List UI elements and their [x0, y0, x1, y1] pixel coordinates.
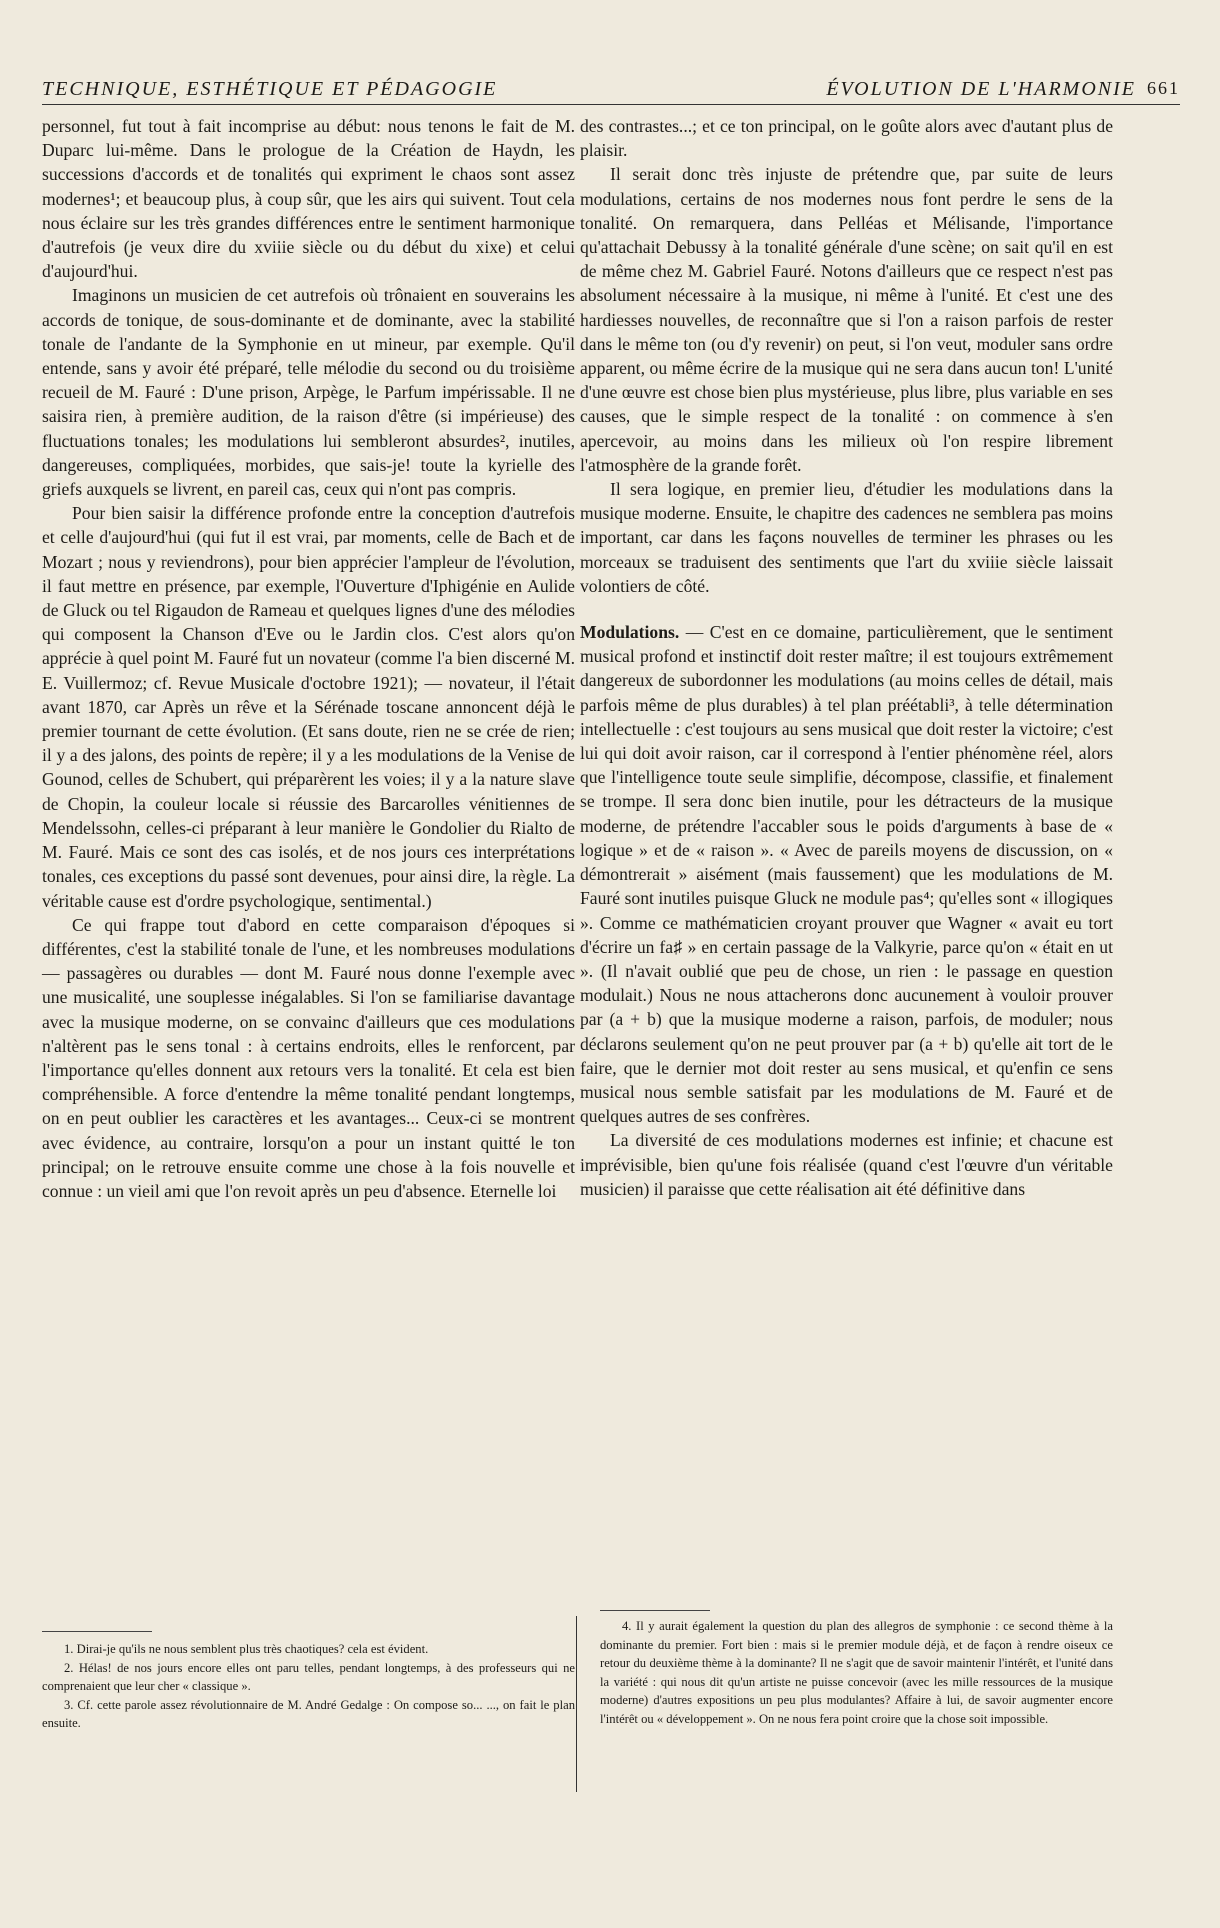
footnote-margin-bar [576, 1616, 577, 1792]
paragraph: Pour bien saisir la différence profonde entre la conception d'autrefois et celle d'aujourd'hui (qui fut il est vrai, par moments, celle de Bach et de Mozart ; nous y reviendrons), pour bien apprécier l'ampleur de l'évolution, il faut mettre en présence, par exemple, l'Ouverture d'Iphigénie en Aulide de Gluck ou tel Rigaudon de Rameau et quelques lignes d'une des mélodies qui composent la Chanson d'Eve ou le Jardin clos. C'est alors qu'on apprécie à quel point M. Fauré fut un novateur (comme l'a bien discerné M. E. Vuillermoz; cf. Revue Musicale d'octobre 1921); — novateur, il l'était avant 1870, car Après un rêve et la Sérénade toscane annoncent déjà le premier tournant de cette évolution. (Et sans doute, rien ne se crée de rien; il y a des jalons, des points de repère; il y a les modulations de la Venise de Gounod, celles de Schubert, qui préparèrent les voies; il y a la nature slave de Chopin, la couleur locale si réussie des Barcarolles vénitiennes de Mendelssohn, celles-ci préparant à leur manière le Gondolier du Rialto de M. Fauré. Mais ce sont des cas isolés, et de nos jours ces interprétations tonales, ces exceptions du passé sont devenues, pour ainsi dire, la règle. La véritable cause est d'ordre psychologique, sentimental.) [42, 503, 575, 911]
running-head-right: ÉVOLUTION DE L'HARMONIE [826, 78, 1136, 100]
paragraph: La diversité de ces modulations modernes est infinie; et chacune est imprévisible, bien qu'une fois réalisée (quand c'est l'œuvre d'un véritable musicien) il paraisse que cette réalisation ait été définitive dans [580, 1130, 1113, 1199]
right-column [580, 114, 1113, 1201]
footnote: 1. Dirai-je qu'ils ne nous semblent plus très chaotiques? cela est évident. [64, 1642, 429, 1656]
paragraph: Il serait donc très injuste de prétendre que, par suite de leurs modulations, certains de nos modernes nous font perdre le sens de la tonalité. On remarquera, dans Pelléas et Mélisande, l'importance qu'attachait Debussy à la tonalité générale d'une scène; on sait qu'il en est de même chez M. Gabriel Fauré. Notons d'ailleurs que ce respect n'est pas absolument nécessaire à la musique, ni même à l'unité. Et c'est une des hardiesses nouvelles, de reconnaître que si l'on a raison parfois de rester dans le même ton (ou d'y revenir) on peut, si l'on veut, moduler sans ordre apparent, ou même écrire de la musique qui ne sera dans aucun ton! L'unité d'une œuvre est chose bien plus mystérieuse, plus libre, plus variable en ses causes, que le simple respect de la tonalité : on commence à s'en apercevoir, au moins dans les milieux où l'on respire librement l'atmosphère de la grande forêt. [580, 164, 1113, 475]
paragraph: Imaginons un musicien de cet autrefois où trônaient en souverains les accords de tonique, de sous-dominante et de dominante, avec la stabilité tonale de l'andante de la Symphonie en ut mineur, par exemple. Qu'il entende, sans y avoir été préparé, telle mélodie du second ou du troisième recueil de M. Fauré : D'une prison, Arpège, le Parfum impérissable. Il ne saisira rien, à première audition, de la raison d'être (si impérieuse) des fluctuations tonales; les modulations lui sembleront absurdes², inutiles, dangereuses, compliquées, morbides, que sais-je! toute la kyrielle des griefs auxquels se livrent, en pareil cas, ceux qui n'ont pas compris. [42, 285, 575, 500]
section-paragraph [580, 620, 1113, 1128]
running-head-left: TECHNIQUE, ESTHÉTIQUE ET PÉDAGOGIE [42, 78, 498, 100]
page-number: 661 [1147, 78, 1180, 98]
left-column [42, 114, 575, 1203]
paragraph-text: — C'est en ce domaine, particulièrement, que le sentiment musical profond et instinctif doit rester maître; il est toujours extrêmement dangereux de subordonner les modulations (au moins celles de détail, mais parfois même de plus durables) à tel plan préétabli³, à telle détermination intellectuelle : c'est toujours au sens musical que doit rester la victoire; c'est lui qui doit avoir raison, car il correspond à l'entier phénomène réel, alors que l'intelligence toute seule simplifie, décompose, classifie, et finalement se trompe. Il sera donc bien inutile, pour les détracteurs de la musique moderne, de prétendre l'accabler sous le poids d'arguments à base de « logique » et de « raison ». « Avec de pareils moyens de discussion, on « démontrerait » aisément (mais faussement) que les modulations de M. Fauré sont inutiles puisque Gluck ne module pas⁴; qu'elles sont « illogiques ». Comme ce mathématicien croyant prouver que Wagner « avait eu tort d'écrire un fa♯ » en certain passage de la Valkyrie, parce qu'on « était en ut ». (Il n'avait oublié que peu de chose, un rien : le passage en question modulait.) Nous ne nous attacherons donc aucunement à vouloir prouver par (a + b) que la musique moderne a raison, parfois, de moduler; nous déclarons seulement qu'on ne peut prouver par (a + b) qu'elle ait tort de le faire, que le dernier mot doit rester au sens musical, et qu'enfin ce sens musical nous semble satisfait par les modulations de M. Fauré et de quelques autres de ses confrères. [580, 622, 1113, 1127]
header-rule [42, 104, 1180, 105]
paragraph: des contrastes...; et ce ton principal, on le goûte alors avec d'autant plus de plaisir. [580, 116, 1113, 161]
footnote: 2. Hélas! de nos jours encore elles ont paru telles, pendant longtemps, à des professeurs qui ne comprenaient que leur cher « classique ». [42, 1660, 575, 1694]
footnote-rule [600, 1610, 710, 1611]
paragraph: Il sera logique, en premier lieu, d'étudier les modulations dans la musique moderne. Ensuite, le chapitre des cadences ne semblera pas moins important, car dans les façons nouvelles de terminer les phrases ou les morceaux se traduisent des sentiments que l'art du xviiie siècle laissait volontiers de côté. [580, 479, 1113, 596]
footnotes-left [42, 1640, 575, 1733]
footnote: 3. Cf. cette parole assez révolutionnaire de M. André Gedalge : On compose so... ..., on fait le plan ensuite. [42, 1697, 575, 1731]
running-head [42, 78, 1180, 104]
paragraph: personnel, fut tout à fait incomprise au début: nous tenons le fait de M. Duparc lui-même. Dans le prologue de la Création de Haydn, les successions d'accords et de tonalités qui expriment le chaos sont assez modernes¹; et beaucoup plus, à coup sûr, que les airs qui suivent. Tout cela nous éclaire sur les très grandes différences entre le sentiment harmonique d'autrefois (je veux dire du xviiie siècle ou du début du xixe) et celui d'aujourd'hui. [42, 116, 575, 282]
footnote-rule [42, 1631, 152, 1632]
footnotes-right [600, 1617, 1113, 1729]
paragraph: Ce qui frappe tout d'abord en cette comparaison d'époques si différentes, c'est la stabilité tonale de l'une, et les nombreuses modulations — passagères ou durables — dont M. Fauré nous donne l'exemple avec une musicalité, une souplesse inégalables. Si l'on se familiarise davantage avec la musique moderne, on se convainc d'ailleurs que ces modulations n'altèrent pas le sens tonal : à certains endroits, elles le renforcent, par l'importance qu'elles donnent aux retours vers la tonalité. Et cela est bien compréhensible. A force d'entendre la même tonalité pendant longtemps, on en peut oublier les caractères et les avantages... Ceux-ci se montrent avec évidence, au contraire, lorsqu'on a pour un instant quitté le ton principal; on le retrouve ensuite comme une chose à la fois nouvelle et connue : un vieil ami que l'on revoit après un peu d'absence. Eternelle loi [42, 914, 575, 1201]
footnote: 4. Il y aurait également la question du plan des allegros de symphonie : ce second thème à la dominante du premier. Fort bien : mais si le premier module déjà, et de façon à rendre oiseux ce retour du deuxième thème à la dominante? Il ne s'agit que de savoir maintenir l'intérêt, et l'unité dans la variété : qui nous dit qu'un artiste ne puisse concevoir (avec les mille ressources de la musique moderne) d'autres expositions un peu plus modulantes? Affaire à lui, de savoir augmenter encore l'intérêt ou « développement ». On ne nous fera point croire que la chose soit impossible. [600, 1619, 1113, 1726]
section-heading: Modulations. [580, 622, 680, 643]
